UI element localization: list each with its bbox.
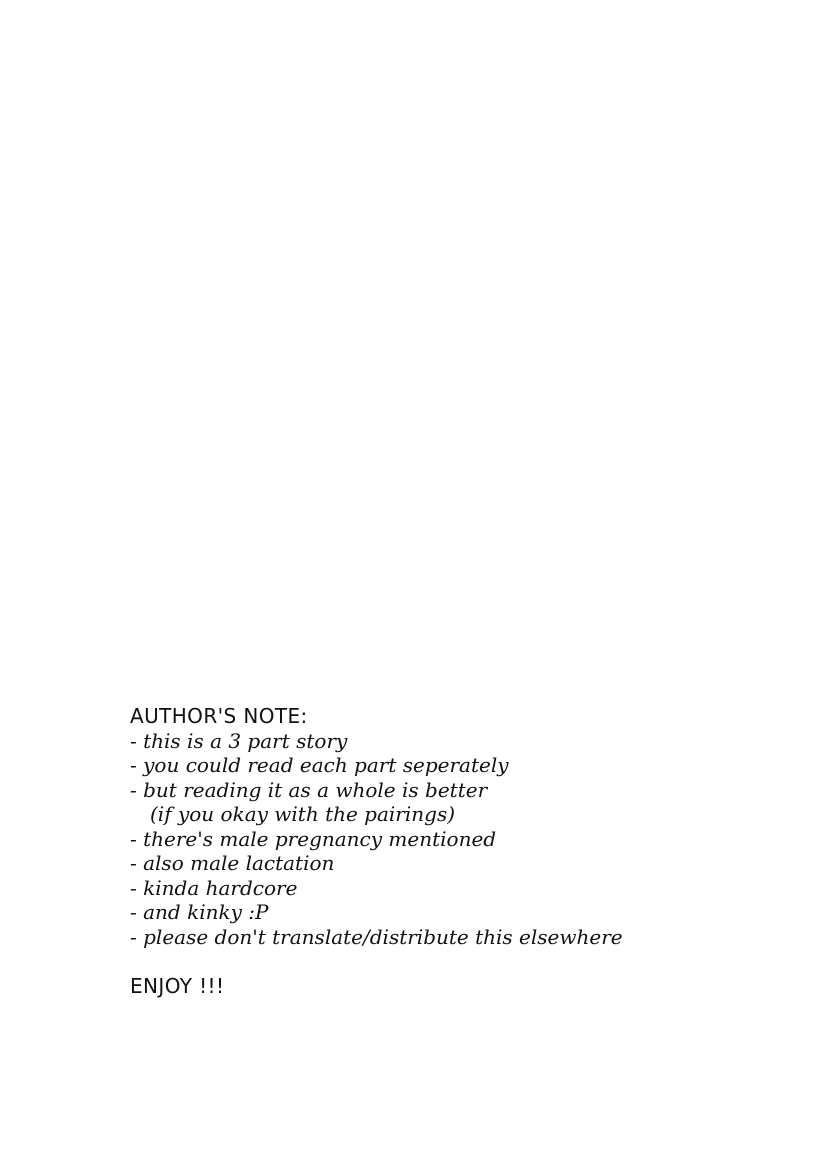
note-line: - please don't translate/distribute this elsewhere bbox=[130, 924, 623, 949]
author-note-list bbox=[130, 729, 750, 950]
note-line-continuation: (if you okay with the pairings) bbox=[150, 802, 456, 826]
note-line: - but reading it as a whole is better bbox=[130, 777, 488, 802]
note-line: - also male lactation bbox=[130, 851, 335, 875]
note-line: - kinda hardcore bbox=[130, 875, 298, 900]
note-line: - there's male pregnancy mentioned bbox=[130, 826, 497, 851]
author-note-heading: AUTHOR'S NOTE: bbox=[130, 704, 308, 728]
note-line: - you could read each part seperately bbox=[130, 753, 509, 777]
note-line: - and kinky :P bbox=[130, 900, 269, 924]
closing-text: ENJOY !!! bbox=[130, 974, 225, 998]
note-line: - this is a 3 part story bbox=[130, 728, 348, 753]
author-note bbox=[130, 704, 750, 998]
